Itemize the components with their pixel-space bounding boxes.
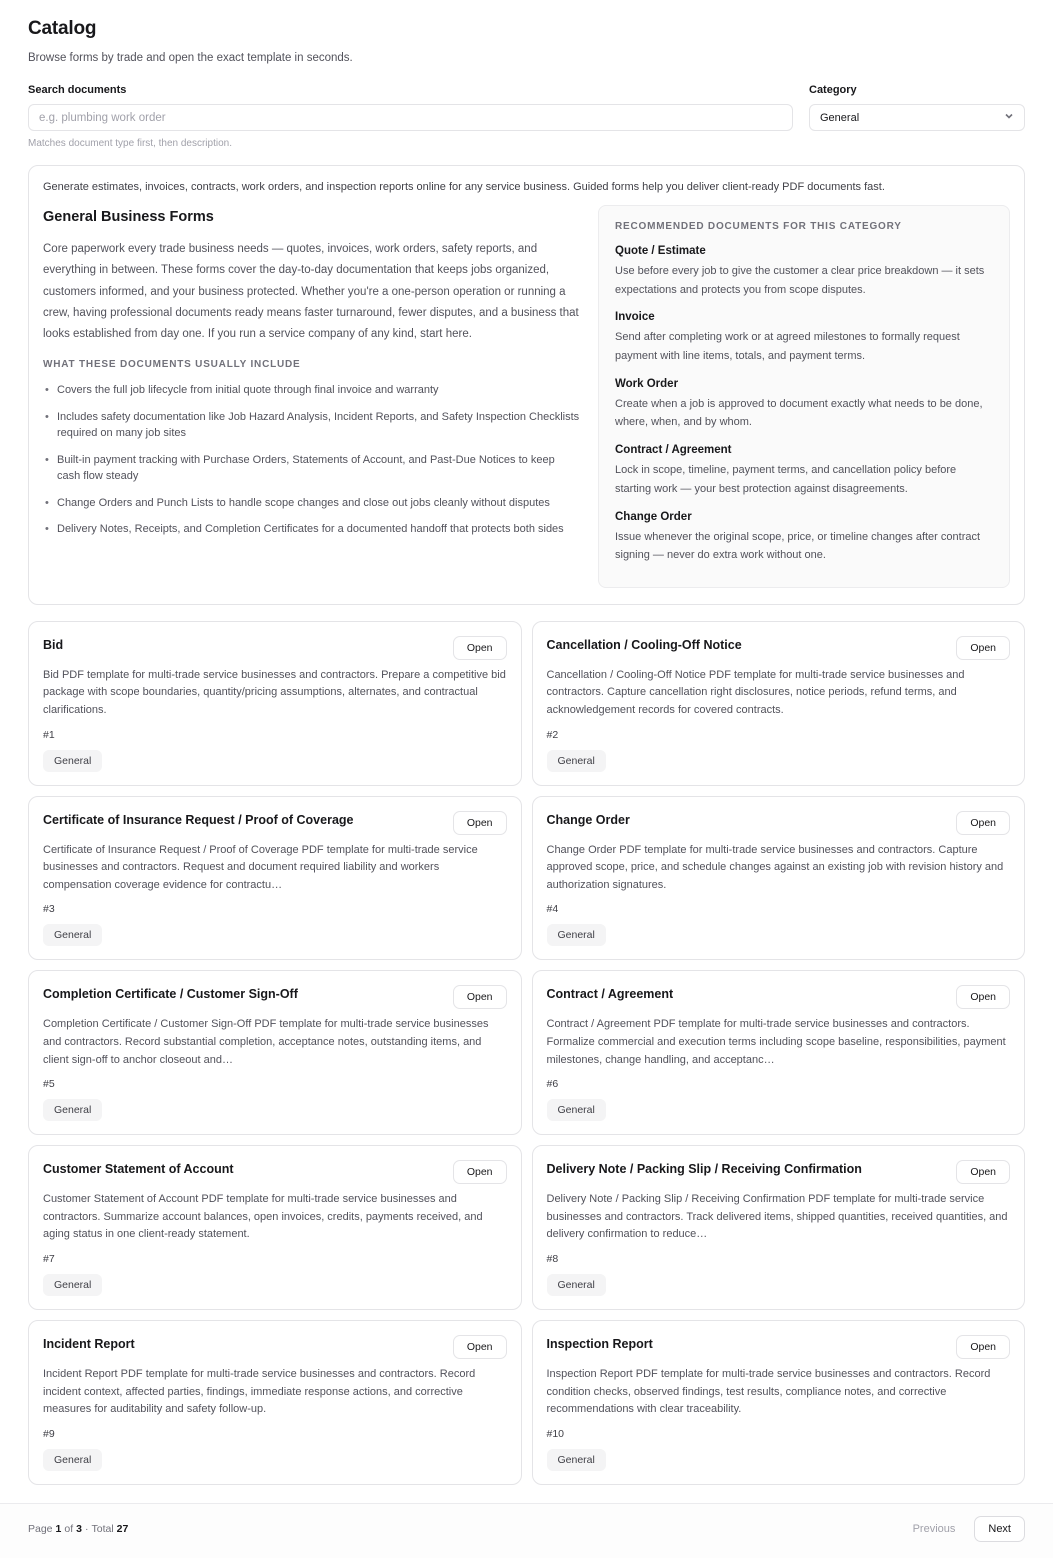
template-card-inspection-report <box>532 1320 1026 1485</box>
page-info <box>28 1523 128 1535</box>
template-description: Inspection Report PDF template for multi-trade service businesses and contractors. Record condition checks, observed findings, test results, compliance notes, and corrective recommendations with clear traceability. <box>546 1368 991 1416</box>
open-button[interactable]: Open <box>453 985 507 1009</box>
recommended-item-description: Use before every job to give the customer a clear price breakdown — it sets expectations and protects you from scope disputes. <box>615 265 985 296</box>
previous-button[interactable]: Previous <box>902 1516 967 1542</box>
include-item: • Change Orders and Punch Lists to handle scope changes and close out jobs cleanly without disputes <box>43 495 580 512</box>
page-subtitle: Browse forms by trade and open the exact template in seconds. <box>28 52 353 64</box>
search-input[interactable] <box>28 104 793 131</box>
template-description: Delivery Note / Packing Slip / Receiving Confirmation PDF template for multi-trade service businesses and contractors. Track delivered items, shipped quantities, received quantities, and delivery confirmation to reduce… <box>546 1193 1008 1241</box>
template-card-change-order <box>532 796 1026 961</box>
category-tag: General <box>547 1099 606 1121</box>
template-card-completion-certificate <box>28 970 522 1135</box>
template-number: #1 <box>43 728 55 741</box>
open-button[interactable]: Open <box>956 811 1010 835</box>
recommended-item-description: Send after completing work or at agreed milestones to formally request payment with line items, totals, and payment terms. <box>615 331 960 363</box>
open-button[interactable]: Open <box>453 1160 507 1184</box>
template-card-certificate-of-insurance <box>28 796 522 961</box>
template-description: Incident Report PDF template for multi-trade service businesses and contractors. Record incident context, affected parties, findings, immediate response actions, and corrective measures for auditability and safety follow-up. <box>43 1368 476 1416</box>
template-description: Certificate of Insurance Request / Proof of Coverage PDF template for multi-trade service businesses and contractors. Request and document required liability and workers compensation coverage evidence for contractu… <box>43 843 478 891</box>
include-list <box>43 382 580 538</box>
template-number: #3 <box>43 903 55 916</box>
category-tag: General <box>43 1099 102 1121</box>
category-heading: General Business Forms <box>43 209 214 225</box>
filter-bar <box>28 84 1025 149</box>
template-card-customer-statement <box>28 1145 522 1310</box>
recommended-item-description: Create when a job is approved to document exactly what needs to be done, where, when, and by whom. <box>615 397 983 429</box>
include-item: • Includes safety documentation like Job Hazard Analysis, Incident Reports, and Safety Inspection Checklists required on many job sites <box>43 409 580 442</box>
include-item: • Delivery Notes, Receipts, and Completion Certificates for a documented handoff that protects both sides <box>43 521 580 538</box>
next-button[interactable]: Next <box>974 1516 1025 1542</box>
category-description: Core paperwork every trade business needs — quotes, invoices, work orders, safety reports, and everything in between. These forms cover the day-to-day documentation that keeps jobs organized, customers informed, and your business protected. Whether you're a one-person operation or running a crew, having professional documents ready means faster turnaround, fewer disputes, and a business that looks established from day one. If you run a service company of any kind, start here. <box>43 243 579 341</box>
template-title: Delivery Note / Packing Slip / Receiving Confirmation <box>546 1162 862 1177</box>
category-tag: General <box>547 1449 606 1471</box>
page-title: Catalog <box>28 18 97 39</box>
template-description: Contract / Agreement PDF template for multi-trade service businesses and contractors. Formalize commercial and execution terms including scope baseline, responsibilities, payment milestones, change handling, and acceptanc… <box>546 1018 1006 1066</box>
total-word: Total <box>91 1522 114 1535</box>
search-hint: Matches document type first, then description. <box>28 138 232 149</box>
recommended-documents-box <box>598 205 1010 588</box>
recommended-item-description: Issue whenever the original scope, price, or timeline changes after contract signing — never do extra work without one. <box>615 530 981 562</box>
open-button[interactable]: Open <box>453 636 507 660</box>
open-button[interactable]: Open <box>956 1335 1010 1359</box>
include-item: • Covers the full job lifecycle from initial quote through final invoice and warranty <box>43 382 580 399</box>
open-button[interactable]: Open <box>956 636 1010 660</box>
template-title: Cancellation / Cooling-Off Notice <box>546 637 742 652</box>
open-button[interactable]: Open <box>956 1160 1010 1184</box>
template-number: #2 <box>546 728 559 741</box>
recommended-item-description: Lock in scope, timeline, payment terms, and cancellation policy before starting work — your best protection against disagreements. <box>615 464 957 495</box>
open-button[interactable]: Open <box>453 811 507 835</box>
template-description: Change Order PDF template for multi-trade service businesses and contractors. Capture approved scope, price, and schedule changes against an existing job with revision history and authorization signatures. <box>546 843 1004 891</box>
template-title: Bid <box>43 637 64 652</box>
search-label: Search documents <box>28 84 127 96</box>
recommended-heading: RECOMMENDED DOCUMENTS FOR THIS CATEGORY <box>615 221 902 232</box>
of-word: of <box>64 1522 74 1535</box>
page-word: Page <box>28 1522 53 1535</box>
recommended-item <box>615 311 993 365</box>
template-title: Inspection Report <box>546 1337 653 1351</box>
category-tag: General <box>547 924 606 946</box>
template-number: #5 <box>43 1078 55 1091</box>
template-title: Completion Certificate / Customer Sign-Off <box>43 987 298 1002</box>
recommended-item-name: Invoice <box>615 311 655 324</box>
recommended-item <box>615 444 993 498</box>
recommended-item-name: Quote / Estimate <box>615 245 706 257</box>
category-tag: General <box>547 750 606 772</box>
recommended-item <box>615 245 993 299</box>
recommended-item <box>615 511 993 565</box>
category-tag: General <box>43 924 102 946</box>
recommended-item-name: Work Order <box>615 377 679 390</box>
include-item: • Built-in payment tracking with Purchase Orders, Statements of Account, and Past-Due Notices to keep cash flow steady <box>43 452 580 485</box>
category-tag: General <box>547 1274 606 1296</box>
template-title: Customer Statement of Account <box>43 1162 234 1177</box>
separator-dot: · <box>84 1522 89 1535</box>
template-card-bid <box>28 621 522 786</box>
open-button[interactable]: Open <box>956 985 1010 1009</box>
template-description: Customer Statement of Account PDF template for multi-trade service businesses and contractors. Summarize account balances, open invoices, credits, payments received, and aging status in one client-ready statement. <box>43 1193 483 1241</box>
pagination-bar <box>0 1503 1053 1558</box>
include-heading: WHAT THESE DOCUMENTS USUALLY INCLUDE <box>43 359 301 371</box>
template-description: Bid PDF template for multi-trade service businesses and contractors. Prepare a competitive bid package with scope boundaries, quantity/pricing assumptions, alternates, and contractual clarifications. <box>43 668 506 717</box>
template-card-cancellation-notice <box>532 621 1026 786</box>
total-pages-number: 3 <box>76 1522 82 1535</box>
chevron-down-icon <box>1004 111 1014 124</box>
template-cards-grid <box>28 621 1025 1485</box>
template-description: Cancellation / Cooling-Off Notice PDF template for multi-trade service businesses and contractors. Capture cancellation right disclosures, notice periods, refund terms, and acknowledgement records for covered contracts. <box>546 668 965 717</box>
category-label: Category <box>809 84 857 96</box>
template-number: #6 <box>546 1078 559 1091</box>
category-select[interactable] <box>809 104 1025 131</box>
recommended-item-name: Change Order <box>615 510 692 523</box>
template-card-delivery-note <box>532 1145 1026 1310</box>
open-button[interactable]: Open <box>453 1335 507 1359</box>
total-count-number: 27 <box>116 1522 129 1535</box>
category-tag: General <box>43 1274 102 1296</box>
template-number: #8 <box>546 1253 559 1265</box>
category-tag: General <box>43 750 102 772</box>
template-card-incident-report <box>28 1320 522 1485</box>
template-title: Change Order <box>546 812 630 827</box>
category-selected-value: General <box>820 111 860 124</box>
template-number: #4 <box>546 903 559 916</box>
category-overview-panel <box>28 165 1025 605</box>
template-title: Incident Report <box>43 1337 135 1351</box>
category-tag: General <box>43 1449 102 1471</box>
overview-intro: Generate estimates, invoices, contracts, work orders, and inspection reports online for any service business. Guided forms help you deliver client-ready PDF documents fast. <box>43 181 885 193</box>
current-page-number: 1 <box>55 1522 62 1535</box>
recommended-item <box>615 378 993 432</box>
recommended-item-name: Contract / Agreement <box>615 444 732 457</box>
template-number: #10 <box>546 1427 565 1440</box>
template-title: Contract / Agreement <box>546 987 674 1002</box>
template-title: Certificate of Insurance Request / Proof of Coverage <box>43 812 354 827</box>
template-number: #9 <box>43 1427 55 1440</box>
template-number: #7 <box>43 1253 55 1265</box>
template-description: Completion Certificate / Customer Sign-Off PDF template for multi-trade service businesses and contractors. Record substantial completion, acceptance notes, outstanding items, and client sign-off to anchor closeout and… <box>43 1018 489 1066</box>
template-card-contract-agreement <box>532 970 1026 1135</box>
